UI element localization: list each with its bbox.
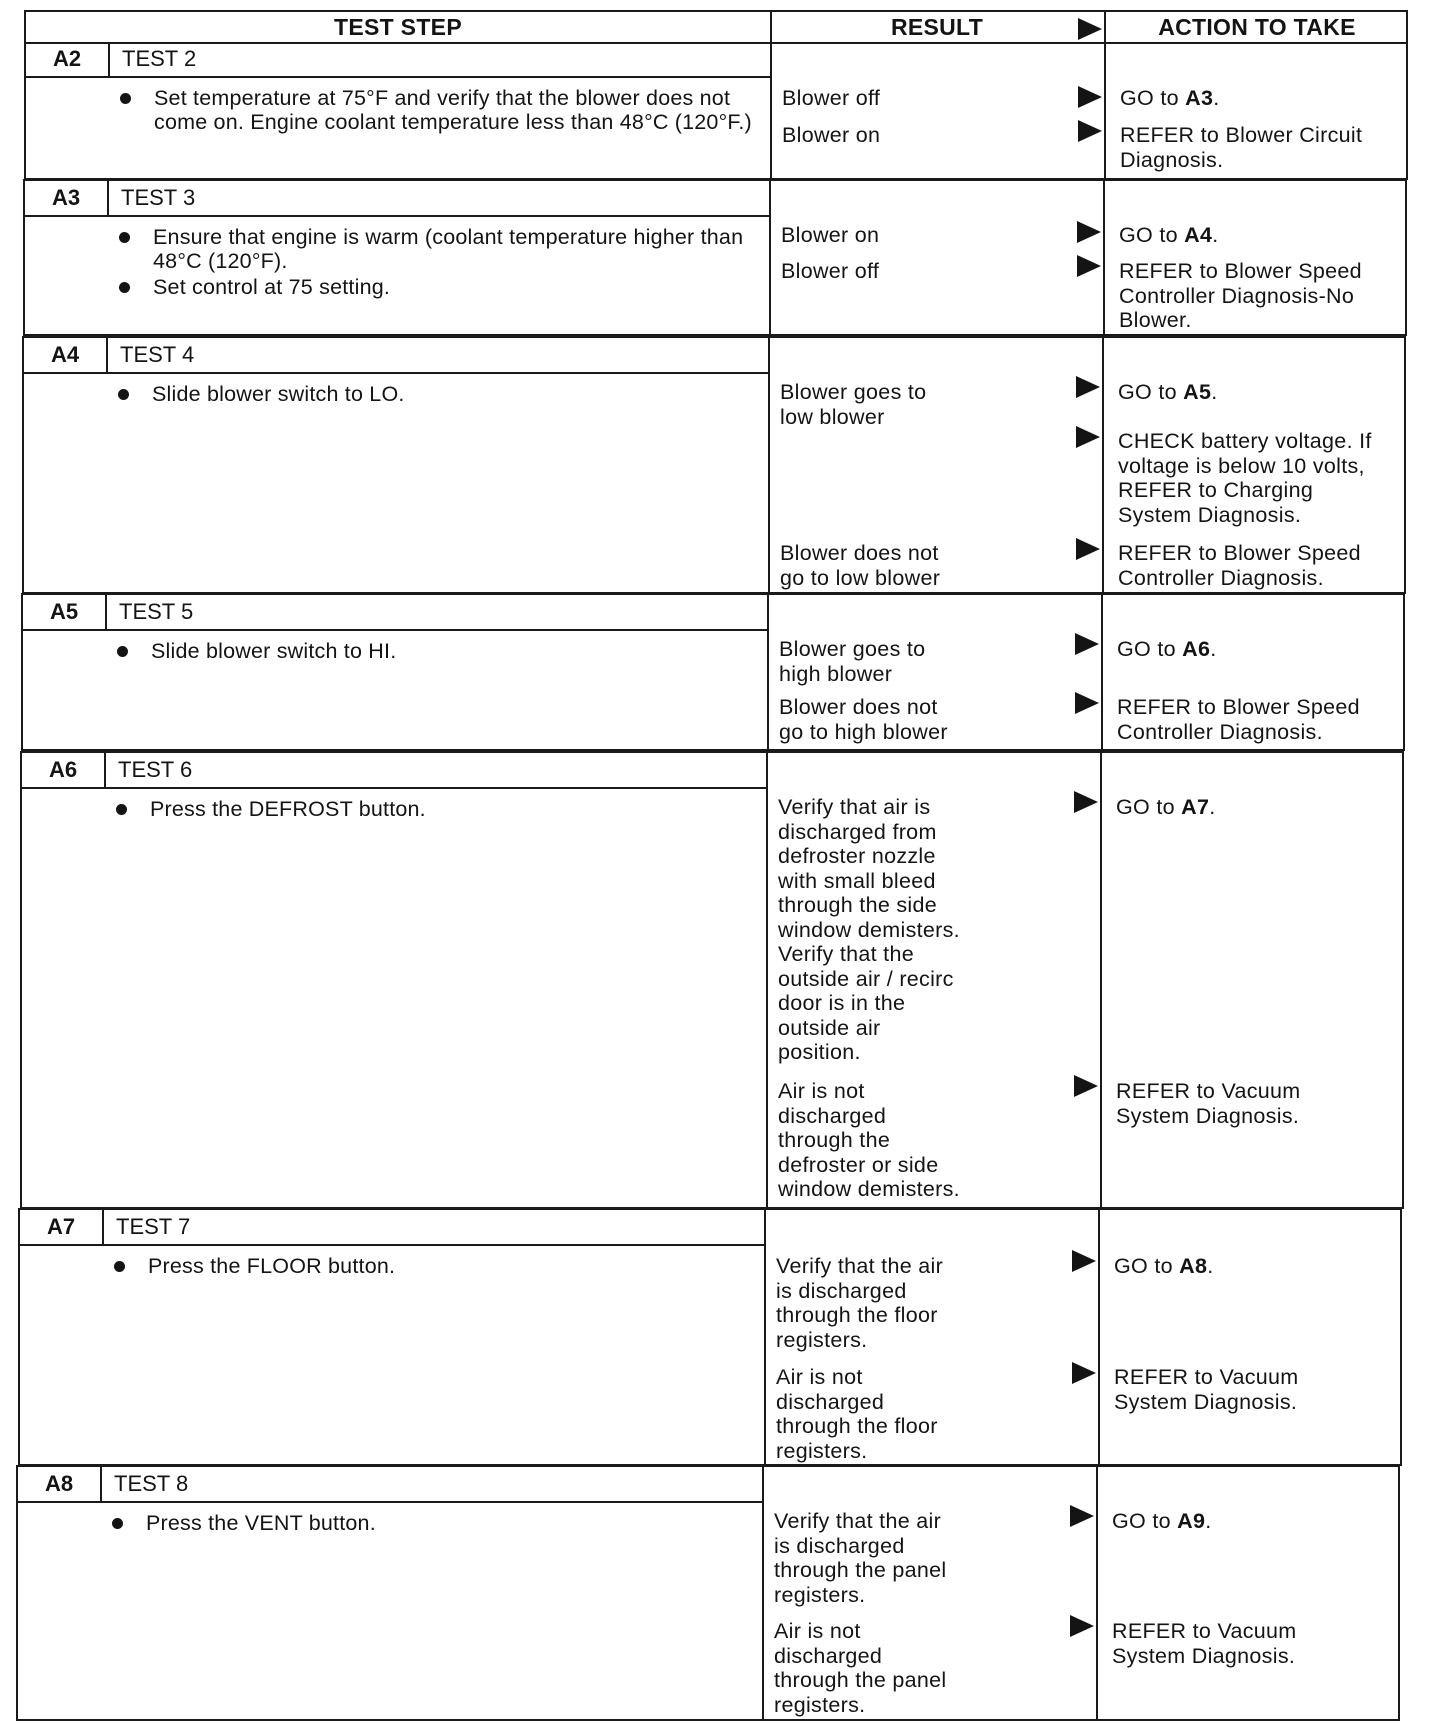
- test-section-a5: [21, 593, 1405, 751]
- right-arrow-icon: [1076, 426, 1100, 448]
- right-arrow-icon: [1076, 538, 1100, 560]
- test-title: TEST 8: [114, 1471, 189, 1496]
- column-divider: [1096, 1467, 1098, 1719]
- action-text: REFER to Vacuum System Diagnosis.: [1116, 1079, 1301, 1128]
- right-arrow-icon: [1074, 791, 1098, 813]
- action-text: GO to A8.: [1114, 1254, 1214, 1278]
- action-text: REFER to Blower Speed Controller Diagnosis.: [1118, 541, 1361, 590]
- test-steps: [112, 1254, 752, 1280]
- test-title: TEST 2: [122, 46, 197, 71]
- column-divider: [1100, 753, 1102, 1207]
- test-steps: [115, 639, 755, 665]
- test-title: TEST 4: [120, 342, 195, 367]
- bullet-icon: [120, 93, 131, 104]
- test-title-bar: [18, 1467, 762, 1503]
- right-arrow-icon: [1076, 376, 1100, 398]
- right-arrow-icon: [1078, 18, 1102, 40]
- test-title-bar: [26, 42, 770, 78]
- test-id: A3: [25, 181, 109, 215]
- column-divider: [762, 1467, 764, 1719]
- action-text: REFER to Vacuum System Diagnosis.: [1112, 1619, 1297, 1668]
- action-text: REFER to Blower Speed Controller Diagnosis.: [1117, 695, 1360, 744]
- test-steps: [110, 1511, 750, 1537]
- result-text: Blower on: [782, 123, 881, 147]
- action-text: CHECK battery voltage. If voltage is below 10 volts, REFER to Charging System Diagnosis.: [1118, 429, 1372, 527]
- result-text: Blower goes to low blower: [780, 380, 927, 429]
- bullet-icon: [119, 232, 130, 243]
- test-section-a4: [22, 336, 1406, 594]
- test-section-a6: [20, 751, 1404, 1209]
- right-arrow-icon: [1070, 1615, 1094, 1637]
- result-text: Air is not discharged through the floor registers.: [776, 1365, 938, 1463]
- right-arrow-icon: [1070, 1505, 1094, 1527]
- bullet-icon: [116, 804, 127, 815]
- result-text: Verify that air is discharged from defroster nozzle with small bleed through the side window demisters. Verify that the outside air / recirc door is in the outside air position.: [778, 795, 960, 1064]
- action-text: REFER to Blower Speed Controller Diagnosis-No Blower.: [1119, 259, 1362, 332]
- right-arrow-icon: [1075, 633, 1099, 655]
- action-text: GO to A3.: [1120, 86, 1220, 110]
- test-step-item: Press the VENT button.: [110, 1511, 750, 1535]
- test-steps: [116, 382, 756, 408]
- test-steps: [117, 225, 757, 301]
- action-text: GO to A4.: [1119, 223, 1219, 247]
- action-text: GO to A6.: [1117, 637, 1217, 661]
- column-divider: [1103, 181, 1105, 334]
- bullet-icon: [117, 646, 128, 657]
- column-divider: [1102, 338, 1104, 592]
- right-arrow-icon: [1077, 221, 1101, 243]
- test-id: A4: [24, 338, 108, 372]
- header-result: RESULT: [890, 13, 984, 40]
- column-divider: [1101, 595, 1103, 749]
- right-arrow-icon: [1078, 86, 1102, 108]
- right-arrow-icon: [1078, 120, 1102, 142]
- bullet-icon: [119, 282, 130, 293]
- test-title: TEST 7: [116, 1214, 191, 1239]
- test-steps: [114, 797, 754, 823]
- test-id: A6: [22, 753, 106, 787]
- test-title: TEST 3: [121, 185, 196, 210]
- test-step-item: Set control at 75 setting.: [117, 275, 757, 299]
- action-text: GO to A9.: [1112, 1509, 1212, 1533]
- right-arrow-icon: [1072, 1362, 1096, 1384]
- column-divider: [769, 181, 771, 334]
- right-arrow-icon: [1077, 255, 1101, 277]
- test-step-item: Press the FLOOR button.: [112, 1254, 752, 1278]
- test-id: A2: [26, 42, 110, 76]
- test-step-item: Slide blower switch to HI.: [115, 639, 755, 663]
- test-title: TEST 5: [119, 599, 194, 624]
- test-step-item: Ensure that engine is warm (coolant temperature higher than 48°C (120°F).: [117, 225, 757, 273]
- right-arrow-icon: [1074, 1075, 1098, 1097]
- header-action: ACTION TO TAKE: [1158, 13, 1356, 40]
- right-arrow-icon: [1075, 692, 1099, 714]
- test-title-bar: [24, 338, 768, 374]
- test-step-item: Set temperature at 75°F and verify that the blower does not come on. Engine coolant temperature less than 48°C (120°F.): [118, 86, 758, 134]
- result-text: Verify that the air is discharged through the floor registers.: [776, 1254, 944, 1352]
- result-text: Blower off: [782, 86, 881, 110]
- test-id: A5: [23, 595, 107, 629]
- test-section-a8: [16, 1465, 1400, 1721]
- action-text: REFER to Vacuum System Diagnosis.: [1114, 1365, 1299, 1414]
- test-title-bar: [23, 595, 767, 631]
- bullet-icon: [114, 1261, 125, 1272]
- right-arrow-icon: [1072, 1250, 1096, 1272]
- test-title-bar: [20, 1210, 764, 1246]
- test-section-a2: [24, 42, 1408, 180]
- test-section-a7: [18, 1208, 1402, 1466]
- result-text: Blower does not go to high blower: [779, 695, 948, 744]
- test-title: TEST 6: [118, 757, 193, 782]
- test-title-bar: [22, 753, 766, 789]
- result-text: Blower does not go to low blower: [780, 541, 941, 590]
- result-text: Air is not discharged through the defroster or side window demisters.: [778, 1079, 960, 1201]
- test-title-bar: [25, 181, 769, 217]
- result-text: Air is not discharged through the panel registers.: [774, 1619, 947, 1717]
- result-text: Blower goes to high blower: [779, 637, 926, 686]
- test-section-a3: [23, 179, 1407, 336]
- column-divider: [768, 338, 770, 592]
- test-step-item: Press the DEFROST button.: [114, 797, 754, 821]
- result-text: Blower off: [781, 259, 880, 283]
- action-text: GO to A5.: [1118, 380, 1218, 404]
- test-step-item: Slide blower switch to LO.: [116, 382, 756, 406]
- column-divider: [764, 1210, 766, 1464]
- header-test-step: TEST STEP: [334, 13, 462, 40]
- action-text: GO to A7.: [1116, 795, 1216, 819]
- column-divider: [766, 753, 768, 1207]
- column-divider: [770, 42, 772, 178]
- test-id: A7: [20, 1210, 104, 1244]
- result-text: Verify that the air is discharged through the panel registers.: [774, 1509, 947, 1607]
- action-text: REFER to Blower Circuit Diagnosis.: [1120, 123, 1363, 172]
- test-id: A8: [18, 1467, 102, 1501]
- bullet-icon: [112, 1518, 123, 1529]
- column-divider: [767, 595, 769, 749]
- test-steps: [118, 86, 758, 136]
- result-text: Blower on: [781, 223, 880, 247]
- bullet-icon: [118, 389, 129, 400]
- table-header: [24, 10, 1408, 44]
- column-divider: [1104, 42, 1106, 178]
- column-divider: [1098, 1210, 1100, 1464]
